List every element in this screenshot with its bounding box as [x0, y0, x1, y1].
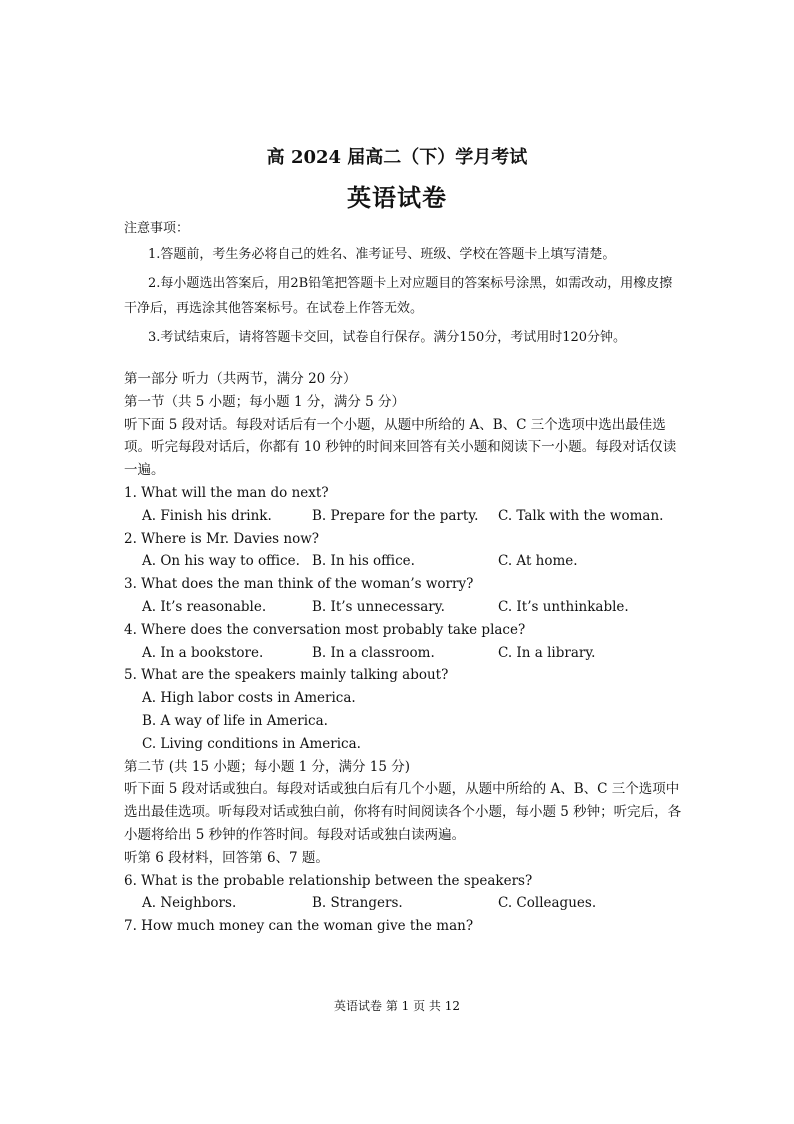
- notice-item: 2.每小题选出答案后，用2B铅笔把答题卡上对应题目的答案标号涂黑，如需改动，用橡皮擦干净后，再选涂其他答案标号。在试卷上作答无效。: [124, 276, 673, 316]
- exam-title: 高 2024 届高二（下）学月考试: [266, 147, 528, 168]
- option-a: A. On his way to office.: [142, 553, 300, 570]
- question-options: [124, 892, 684, 915]
- question-options: [124, 505, 684, 528]
- question-stem: 3. What does the man think of the woman’s worry?: [124, 576, 474, 593]
- material-note: 听第 6 段材料，回答第 6、7 题。: [124, 849, 329, 866]
- option-a: A. It’s reasonable.: [142, 598, 267, 615]
- option-a: A. Neighbors.: [142, 895, 237, 912]
- option-c: C. Talk with the woman.: [498, 507, 664, 524]
- option-c: C. At home.: [498, 553, 578, 570]
- section2-instructions: 听下面 5 段对话或独白。每段对话或独白后有几个小题，从题中所给的 A、B、C 三个选项中选出最佳选项。听每段对话或独白前，你将有时间阅读各个小题，每小题 5 秒钟；听完后，各小题将给出 5 秒钟的作答时间。每段对话或独白读两遍。: [124, 781, 682, 843]
- question-stem: 5. What are the speakers mainly talking about?: [124, 667, 449, 684]
- section1-title: 第一节（共 5 小题；每小题 1 分，满分 5 分）: [124, 393, 406, 410]
- part-title: 第一部分 听力（共两节，满分 20 分）: [124, 371, 357, 387]
- question-options: [124, 550, 684, 573]
- section1-instructions: 听下面 5 段对话。每段对话后有一个小题，从题中所给的 A、B、C 三个选项中选出最佳选项。听完每段对话后，你都有 10 秒钟的时间来回答有关小题和阅读下一小题。每段对话仅读一遍。: [124, 416, 677, 479]
- option-b: B. In his office.: [312, 553, 415, 570]
- question-stem: 4. Where does the conversation most probably take place?: [124, 621, 526, 638]
- question-options: [124, 642, 684, 665]
- option-c: C. Colleagues.: [498, 895, 597, 912]
- option-b: B. Strangers.: [312, 895, 403, 912]
- question-stem: 6. What is the probable relationship between the speakers?: [124, 872, 533, 889]
- option-c: C. In a library.: [498, 644, 596, 661]
- notice-section: [124, 220, 684, 350]
- question-stem: 1. What will the man do next?: [124, 484, 329, 501]
- option-b: B. It’s unnecessary.: [312, 598, 445, 615]
- option-a: A. In a bookstore.: [142, 644, 264, 661]
- option-b: B. In a classroom.: [312, 644, 435, 661]
- exam-subtitle: 英语试卷: [347, 183, 447, 212]
- listening-part: [124, 368, 684, 938]
- question-options: [124, 596, 684, 619]
- question-stem: 2. Where is Mr. Davies now?: [124, 530, 320, 547]
- notice-item: 3.考试结束后，请将答题卡交回，试卷自行保存。满分150分，考试用时120分钟。: [148, 330, 627, 345]
- page-footer: 英语试卷 第 1 页 共 12: [334, 999, 460, 1013]
- notice-heading: 注意事项：: [124, 221, 190, 236]
- option-a: A. High labor costs in America.: [142, 690, 356, 707]
- option-c: C. It’s unthinkable.: [498, 598, 629, 615]
- question-stem: 7. How much money can the woman give the man?: [124, 918, 474, 935]
- option-b: B. A way of life in America.: [142, 712, 328, 729]
- section2-title: 第二节 (共 15 小题；每小题 1 分，满分 15 分): [124, 758, 411, 775]
- notice-item: 1.答题前，考生务必将自己的姓名、准考证号、班级、学校在答题卡上填写清楚。: [148, 247, 616, 262]
- option-c: C. Living conditions in America.: [142, 735, 361, 752]
- option-b: B. Prepare for the party.: [312, 507, 479, 524]
- option-a: A. Finish his drink.: [142, 507, 272, 524]
